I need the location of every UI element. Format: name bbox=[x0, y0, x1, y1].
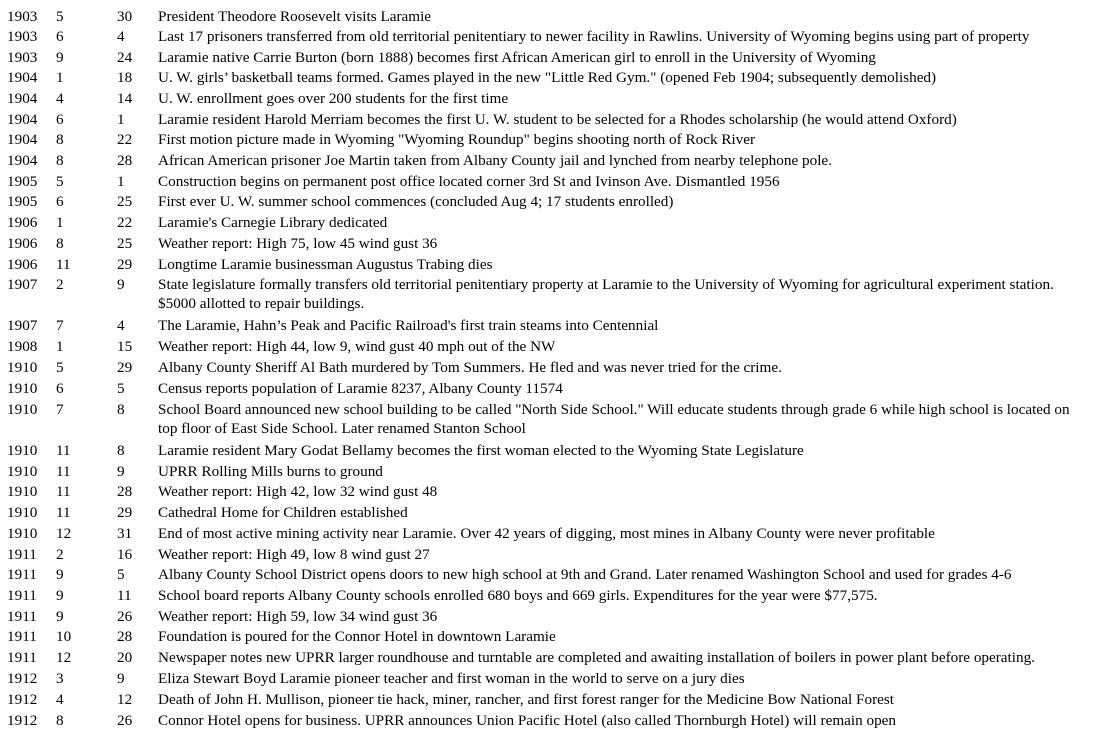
day-cell: 29 bbox=[117, 504, 133, 521]
month-cell: 11 bbox=[56, 483, 71, 500]
year-cell: 1910 bbox=[7, 359, 38, 376]
day-cell: 20 bbox=[117, 649, 133, 666]
day-cell: 11 bbox=[117, 587, 132, 604]
event-cell: Laramie resident Harold Merriam becomes the first U. W. student to be selected for a Rhodes scholarship (he would attend Oxford) bbox=[158, 111, 957, 128]
day-cell: 22 bbox=[117, 214, 133, 231]
day-cell: 9 bbox=[117, 276, 125, 293]
day-cell: 16 bbox=[117, 546, 133, 563]
month-cell: 1 bbox=[56, 69, 64, 86]
year-cell: 1910 bbox=[7, 504, 38, 521]
day-cell: 25 bbox=[117, 193, 133, 210]
event-cell: End of most active mining activity near Laramie. Over 42 years of digging, most mines in Albany County were never profitable bbox=[158, 525, 935, 542]
day-cell: 8 bbox=[117, 442, 125, 459]
day-cell: 28 bbox=[117, 483, 133, 500]
day-cell: 4 bbox=[117, 317, 125, 334]
month-cell: 9 bbox=[56, 608, 64, 625]
year-cell: 1910 bbox=[7, 442, 38, 459]
year-cell: 1907 bbox=[7, 317, 38, 334]
day-cell: 25 bbox=[117, 235, 133, 252]
event-cell: Construction begins on permanent post office located corner 3rd St and Ivinson Ave. Dismantled 1956 bbox=[158, 173, 780, 190]
event-cell: Laramie's Carnegie Library dedicated bbox=[158, 214, 388, 231]
day-cell: 8 bbox=[117, 401, 125, 418]
day-cell: 1 bbox=[117, 111, 125, 128]
event-cell: Cathedral Home for Children established bbox=[158, 504, 408, 521]
year-cell: 1903 bbox=[7, 28, 38, 45]
day-cell: 31 bbox=[117, 525, 133, 542]
year-cell: 1912 bbox=[7, 712, 38, 729]
event-cell: First motion picture made in Wyoming "Wyoming Roundup" begins shooting north of Rock River bbox=[158, 131, 756, 148]
month-cell: 5 bbox=[56, 173, 64, 190]
month-cell: 5 bbox=[56, 8, 64, 25]
year-cell: 1905 bbox=[7, 193, 38, 210]
event-cell: Last 17 prisoners transferred from old territorial penitentiary to newer facility in Rawlins. University of Wyoming begins using part of property bbox=[158, 28, 1030, 45]
month-cell: 7 bbox=[56, 401, 64, 418]
event-cell: Laramie native Carrie Burton (born 1888) becomes first African American girl to enroll in the University of Wyoming bbox=[158, 49, 876, 66]
event-cell: Weather report: High 75, low 45 wind gust 36 bbox=[158, 235, 438, 252]
month-cell: 5 bbox=[56, 359, 64, 376]
event-cell: Weather report: High 49, low 8 wind gust 27 bbox=[158, 546, 430, 563]
year-cell: 1906 bbox=[7, 235, 38, 252]
year-cell: 1903 bbox=[7, 49, 38, 66]
event-cell: Foundation is poured for the Connor Hotel in downtown Laramie bbox=[158, 628, 556, 645]
year-cell: 1911 bbox=[7, 608, 37, 625]
year-cell: 1904 bbox=[7, 111, 38, 128]
event-cell: Albany County School District opens doors to new high school at 9th and Grand. Later renamed Washington School and used for grades 4-6 bbox=[158, 566, 1012, 583]
month-cell: 6 bbox=[56, 28, 64, 45]
day-cell: 30 bbox=[117, 8, 133, 25]
event-cell: Newspaper notes new UPRR larger roundhouse and turntable are completed and awaiting installation of boilers in power plant before operating. bbox=[158, 649, 1035, 666]
event-cell: First ever U. W. summer school commences (concluded Aug 4; 17 students enrolled) bbox=[158, 193, 674, 210]
month-cell: 1 bbox=[56, 338, 64, 355]
day-cell: 5 bbox=[117, 380, 125, 397]
year-cell: 1910 bbox=[7, 483, 38, 500]
event-cell: Death of John H. Mullison, pioneer tie hack, miner, rancher, and first forest ranger for the Medicine Bow National Forest bbox=[158, 691, 895, 708]
month-cell: 2 bbox=[56, 276, 64, 293]
month-cell: 6 bbox=[56, 193, 64, 210]
month-cell: 8 bbox=[56, 152, 64, 169]
month-cell: 2 bbox=[56, 546, 64, 563]
day-cell: 15 bbox=[117, 338, 133, 355]
month-cell: 4 bbox=[56, 691, 64, 708]
day-cell: 9 bbox=[117, 670, 125, 687]
day-cell: 29 bbox=[117, 359, 133, 376]
event-cell: Census reports population of Laramie 8237, Albany County 11574 bbox=[158, 380, 563, 397]
year-cell: 1904 bbox=[7, 131, 38, 148]
year-cell: 1911 bbox=[7, 566, 37, 583]
event-cell: Weather report: High 59, low 34 wind gust 36 bbox=[158, 608, 438, 625]
month-cell: 11 bbox=[56, 463, 71, 480]
year-cell: 1912 bbox=[7, 670, 38, 687]
month-cell: 11 bbox=[56, 504, 71, 521]
year-cell: 1911 bbox=[7, 628, 37, 645]
year-cell: 1910 bbox=[7, 463, 38, 480]
event-cell: Longtime Laramie businessman Augustus Trabing dies bbox=[158, 256, 493, 273]
day-cell: 24 bbox=[117, 49, 133, 66]
event-cell: Weather report: High 44, low 9, wind gust 40 mph out of the NW bbox=[158, 338, 556, 355]
year-cell: 1910 bbox=[7, 401, 38, 418]
event-cell: UPRR Rolling Mills burns to ground bbox=[158, 463, 383, 480]
day-cell: 28 bbox=[117, 152, 133, 169]
year-cell: 1904 bbox=[7, 152, 38, 169]
event-cell: African American prisoner Joe Martin taken from Albany County jail and lynched from nearby telephone pole. bbox=[158, 152, 832, 169]
event-cell: Laramie resident Mary Godat Bellamy becomes the first woman elected to the Wyoming State Legislature bbox=[158, 442, 804, 459]
year-cell: 1912 bbox=[7, 691, 38, 708]
month-cell: 4 bbox=[56, 90, 64, 107]
month-cell: 8 bbox=[56, 235, 64, 252]
year-cell: 1906 bbox=[7, 256, 38, 273]
day-cell: 28 bbox=[117, 628, 133, 645]
month-cell: 3 bbox=[56, 670, 64, 687]
event-cell: School Board announced new school building to be called "North Side School." Will educate students through grade 6 while high school is located on top floor of East Side School. Later renamed Stanton School bbox=[158, 401, 1070, 437]
month-cell: 7 bbox=[56, 317, 64, 334]
month-cell: 1 bbox=[56, 214, 64, 231]
year-cell: 1907 bbox=[7, 276, 38, 293]
event-cell: Connor Hotel opens for business. UPRR announces Union Pacific Hotel (also called Thornburgh Hotel) will remain open bbox=[158, 712, 897, 729]
event-cell: Albany County Sheriff Al Bath murdered by Tom Summers. He fled and was never tried for the crime. bbox=[158, 359, 782, 376]
day-cell: 29 bbox=[117, 256, 133, 273]
day-cell: 9 bbox=[117, 463, 125, 480]
event-cell: State legislature formally transfers old territorial penitentiary property at Laramie to the University of Wyoming for agricultural experiment station. $5000 allotted to repair buildings. bbox=[158, 276, 1054, 312]
day-cell: 1 bbox=[117, 173, 125, 190]
month-cell: 10 bbox=[56, 628, 72, 645]
month-cell: 9 bbox=[56, 566, 64, 583]
month-cell: 6 bbox=[56, 380, 64, 397]
year-cell: 1911 bbox=[7, 546, 37, 563]
event-cell: U. W. enrollment goes over 200 students for the first time bbox=[158, 90, 509, 107]
year-cell: 1903 bbox=[7, 8, 38, 25]
month-cell: 11 bbox=[56, 442, 71, 459]
month-cell: 12 bbox=[56, 649, 72, 666]
month-cell: 11 bbox=[56, 256, 71, 273]
day-cell: 18 bbox=[117, 69, 133, 86]
month-cell: 12 bbox=[56, 525, 72, 542]
month-cell: 6 bbox=[56, 111, 64, 128]
event-cell: U. W. girls’ basketball teams formed. Games played in the new "Little Red Gym." (opened Feb 1904; subsequently demolished) bbox=[158, 69, 937, 86]
day-cell: 26 bbox=[117, 712, 133, 729]
year-cell: 1905 bbox=[7, 173, 38, 190]
event-cell: The Laramie, Hahn’s Peak and Pacific Railroad's first train steams into Centennial bbox=[158, 317, 659, 334]
day-cell: 12 bbox=[117, 691, 133, 708]
year-cell: 1911 bbox=[7, 587, 37, 604]
year-cell: 1906 bbox=[7, 214, 38, 231]
day-cell: 4 bbox=[117, 28, 125, 45]
day-cell: 26 bbox=[117, 608, 133, 625]
event-cell: President Theodore Roosevelt visits Laramie bbox=[158, 8, 432, 25]
month-cell: 8 bbox=[56, 131, 64, 148]
year-cell: 1908 bbox=[7, 338, 38, 355]
event-cell: School board reports Albany County schools enrolled 680 boys and 669 girls. Expenditures for the year were $77,575. bbox=[158, 587, 878, 604]
year-cell: 1910 bbox=[7, 525, 38, 542]
event-cell: Eliza Stewart Boyd Laramie pioneer teacher and first woman in the world to serve on a jury dies bbox=[158, 670, 745, 687]
year-cell: 1904 bbox=[7, 90, 38, 107]
day-cell: 14 bbox=[117, 90, 133, 107]
event-cell: Weather report: High 42, low 32 wind gust 48 bbox=[158, 483, 438, 500]
year-cell: 1904 bbox=[7, 69, 38, 86]
year-cell: 1910 bbox=[7, 380, 38, 397]
month-cell: 9 bbox=[56, 587, 64, 604]
day-cell: 22 bbox=[117, 131, 133, 148]
year-cell: 1911 bbox=[7, 649, 37, 666]
month-cell: 9 bbox=[56, 49, 64, 66]
day-cell: 5 bbox=[117, 566, 125, 583]
month-cell: 8 bbox=[56, 712, 64, 729]
